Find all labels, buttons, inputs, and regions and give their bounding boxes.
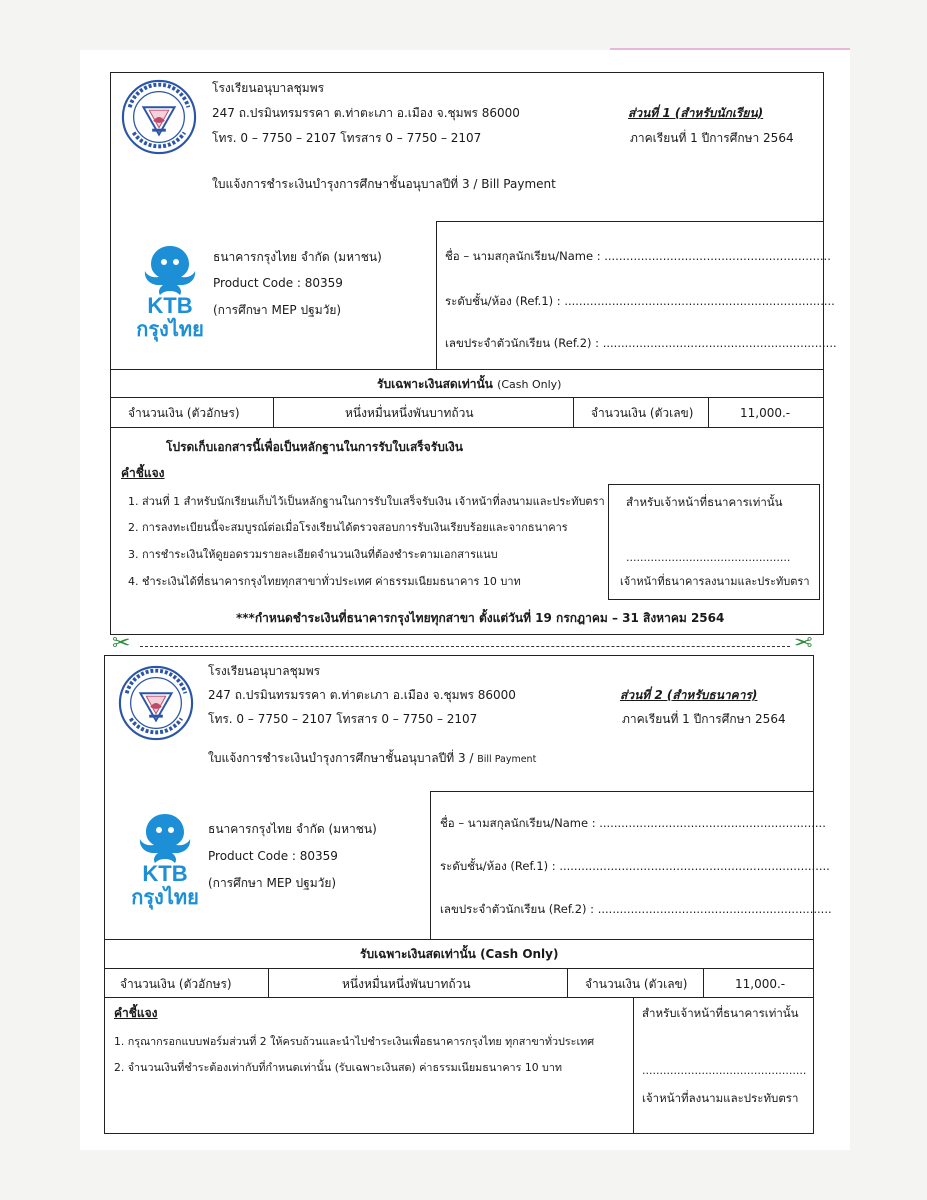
school-name: โรงเรียนอนุบาลชุมพร bbox=[208, 664, 321, 678]
title-suffix: Bill Payment bbox=[477, 754, 537, 765]
part1-amount-words-label: จำนวนเงิน (ตัวอักษร) bbox=[128, 406, 240, 420]
school-name: โรงเรียนอนุบาลชุมพร bbox=[212, 81, 325, 95]
school-address: 247 ถ.ปรมินทรมรรคา ต.ท่าตะเภา อ.เมือง จ.ชุมพร 86000 bbox=[208, 688, 516, 702]
cash-only-en: (Cash Only) bbox=[497, 378, 562, 391]
part1-keep-notice: โปรดเก็บเอกสารนี้เพื่อเป็นหลักฐานในการรับใบเสร็จรับเงิน bbox=[166, 440, 463, 454]
bank-product-code: Product Code : 80359 bbox=[208, 849, 338, 863]
part2-amount-words-label: จำนวนเงิน (ตัวอักษร) bbox=[120, 977, 232, 991]
ktb-logo-en: KTB bbox=[142, 861, 188, 886]
bank-name: ธนาคารกรุงไทย จำกัด (มหาชน) bbox=[208, 822, 377, 836]
part2-instructions-title: คำชี้แจง bbox=[114, 1006, 158, 1020]
part2-officer-title: สำหรับเจ้าหน้าที่ธนาคารเท่านั้น bbox=[642, 1006, 799, 1020]
part2-cash-only bbox=[360, 946, 558, 962]
part2-officer-sign: เจ้าหน้าที่ลงนามและประทับตรา bbox=[642, 1091, 799, 1105]
ktb-logo-th: กรุงไทย bbox=[136, 319, 204, 341]
part1-instructions-title: คำชี้แจง bbox=[121, 466, 165, 480]
part2-title bbox=[208, 750, 536, 768]
school-seal-icon bbox=[120, 78, 198, 156]
part1-instruction-4: 4. ชำระเงินได้ที่ธนาคารกรุงไทยทุกสาขาทั่วประเทศ ค่าธรรมเนียมธนาคาร 10 บาท bbox=[128, 575, 521, 588]
ktb-logo-th: กรุงไทย bbox=[131, 887, 199, 909]
part1-deadline: ***กำหนดชำระเงินที่ธนาคารกรุงไทยทุกสาขา ตั้งแต่วันที่ 19 กรกฎาคม – 31 สิงหาคม 2564 bbox=[236, 611, 725, 625]
ref2-field[interactable]: เลขประจำตัวนักเรียน (Ref.2) : ................................................................ bbox=[440, 902, 832, 916]
part2-term: ภาคเรียนที่ 1 ปีการศึกษา 2564 bbox=[622, 712, 786, 726]
part1-title bbox=[212, 176, 556, 192]
part1-officer-sign: เจ้าหน้าที่ธนาคารลงนามและประทับตรา bbox=[620, 575, 810, 588]
part2-amount-words-value: หนึ่งหมื่นหนึ่งพันบาทถ้วน bbox=[342, 977, 471, 991]
part1-amount-divider-3 bbox=[708, 397, 709, 428]
part2-officer-divider bbox=[633, 997, 634, 1134]
cash-only-en: (Cash Only) bbox=[480, 947, 559, 961]
student-name-field[interactable]: ชื่อ – นามสกุลนักเรียน/Name : .............................................................. bbox=[445, 249, 831, 263]
part1-instruction-1: 1. ส่วนที่ 1 สำหรับนักเรียนเก็บไว้เป็นหลักฐานในการรับใบเสร็จรับเงิน เจ้าหน้าที่ลงนามและประทับตรา bbox=[128, 495, 605, 508]
part1-officer-dots: ............................................... bbox=[626, 551, 791, 564]
school-address: 247 ถ.ปรมินทรมรรคา ต.ท่าตะเภา อ.เมือง จ.ชุมพร 86000 bbox=[212, 106, 520, 120]
part2-label: ส่วนที่ 2 (สำหรับธนาคาร) bbox=[620, 688, 758, 702]
bank-program: (การศึกษา MEP ปฐมวัย) bbox=[213, 303, 342, 317]
title-text: ใบแจ้งการชำระเงินบำรุงการศึกษาชั้นอนุบาลปีที่ 3 / bbox=[208, 751, 478, 765]
part1-instruction-2: 2. การลงทะเบียนนี้จะสมบูรณ์ต่อเมื่อโรงเรียนได้ตรวจสอบการรับเงินเรียบร้อยและจากธนาคาร bbox=[128, 521, 568, 534]
ref2-field[interactable]: เลขประจำตัวนักเรียน (Ref.2) : ................................................................ bbox=[445, 336, 837, 350]
part1-term: ภาคเรียนที่ 1 ปีการศึกษา 2564 bbox=[630, 131, 794, 145]
title-text: ใบแจ้งการชำระเงินบำรุงการศึกษาชั้นอนุบาลปีที่ 3 / bbox=[212, 177, 482, 191]
part2-amount-number-label: จำนวนเงิน (ตัวเลข) bbox=[585, 977, 688, 991]
bank-name: ธนาคารกรุงไทย จำกัด (มหาชน) bbox=[213, 250, 382, 264]
cut-line bbox=[140, 646, 790, 647]
part1-amount-number-label: จำนวนเงิน (ตัวเลข) bbox=[591, 406, 694, 420]
part2-amount-divider-2 bbox=[567, 968, 568, 998]
ref1-field[interactable]: ระดับชั้น/ห้อง (Ref.1) : .......................................................................... bbox=[445, 294, 835, 308]
school-seal-icon bbox=[117, 664, 195, 742]
part1-amount-divider-2 bbox=[573, 397, 574, 428]
part2-amount-divider-1 bbox=[268, 968, 269, 998]
part2-instruction-2: 2. จำนวนเงินที่ชำระต้องเท่ากับที่กำหนดเท่านั้น (รับเฉพาะเงินสด) ค่าธรรมเนียมธนาคาร 10 บาท bbox=[114, 1061, 563, 1074]
student-name-field[interactable]: ชื่อ – นามสกุลนักเรียน/Name : .............................................................. bbox=[440, 816, 826, 830]
part1-amount-words-value: หนึ่งหมื่นหนึ่งพันบาทถ้วน bbox=[345, 406, 474, 420]
part2-amount-number-value: 11,000.- bbox=[735, 977, 786, 991]
scissors-icon-right: ✂ bbox=[794, 631, 813, 656]
bank-product-code: Product Code : 80359 bbox=[213, 276, 343, 290]
ktb-logo-en: KTB bbox=[147, 293, 193, 318]
cash-only-th: รับเฉพาะเงินสดเท่านั้น bbox=[377, 377, 493, 391]
ref1-field[interactable]: ระดับชั้น/ห้อง (Ref.1) : .......................................................................... bbox=[440, 859, 830, 873]
school-phone: โทร. 0 – 7750 – 2107 โทรสาร 0 – 7750 – 2107 bbox=[212, 131, 482, 145]
part1-officer-title: สำหรับเจ้าหน้าที่ธนาคารเท่านั้น bbox=[626, 495, 783, 509]
part1-instruction-3: 3. การชำระเงินให้ดูยอดรวมรายละเอียดจำนวนเงินที่ต้องชำระตามเอกสารแนบ bbox=[128, 548, 498, 561]
part2-officer-dots: ............................................... bbox=[642, 1064, 807, 1077]
scissors-icon-left: ✂ bbox=[112, 631, 131, 656]
bank-program: (การศึกษา MEP ปฐมวัย) bbox=[208, 876, 337, 890]
cash-only-th: รับเฉพาะเงินสดเท่านั้น bbox=[360, 947, 476, 961]
school-phone: โทร. 0 – 7750 – 2107 โทรสาร 0 – 7750 – 2107 bbox=[208, 712, 478, 726]
part1-amount-divider-1 bbox=[273, 397, 274, 428]
part2-instruction-1: 1. กรุณากรอกแบบฟอร์มส่วนที่ 2 ให้ครบถ้วนและนำไปชำระเงินเพื่อธนาคารกรุงไทย ทุกสาขาทั่วประเทศ bbox=[114, 1035, 595, 1048]
title-suffix: Bill Payment bbox=[481, 177, 556, 191]
part1-cash-only bbox=[377, 376, 561, 393]
part1-amount-number-value: 11,000.- bbox=[740, 406, 791, 420]
part2-amount-divider-3 bbox=[703, 968, 704, 998]
part1-label: ส่วนที่ 1 (สำหรับนักเรียน) bbox=[628, 106, 764, 120]
